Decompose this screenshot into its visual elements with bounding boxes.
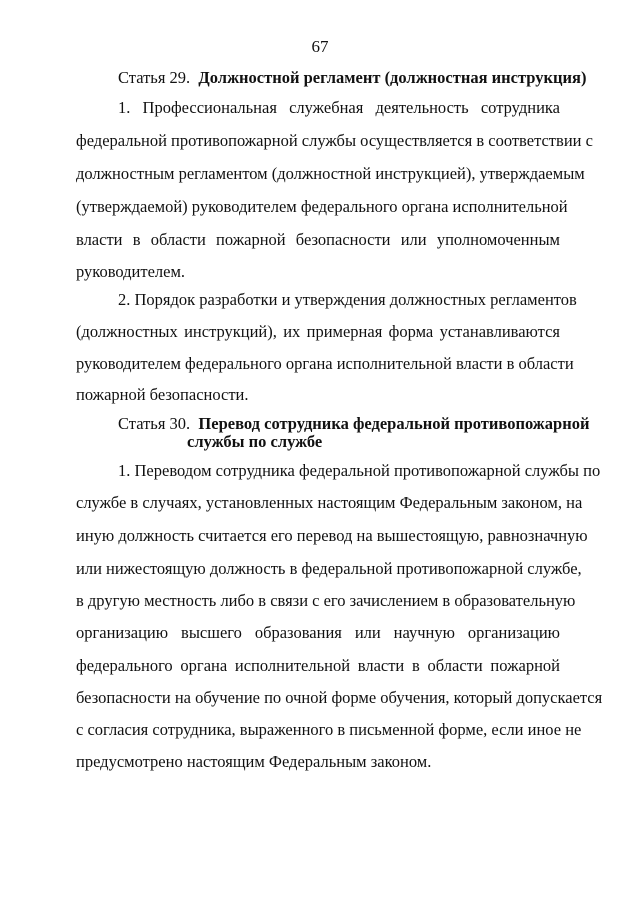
article-29-number: Статья 29. <box>118 68 191 87</box>
paragraph-line: пожарной безопасности. <box>76 385 249 404</box>
paragraph-line: федеральной противопожарной службы осуществляется в соответствии с <box>76 131 593 150</box>
paragraph-line: должностным регламентом (должностной инструкцией), утверждаемым <box>76 164 585 183</box>
paragraph-line: 1. Переводом сотрудника федеральной противопожарной службы по <box>118 461 601 480</box>
article-30-title-line-2: службы по службе <box>187 432 323 451</box>
article-30-title-line-1: Перевод сотрудника федеральной противопожарной <box>198 414 590 433</box>
paragraph-line: руководителем. <box>76 262 186 281</box>
paragraph-line: в другую местность либо в связи с его зачислением в образовательную <box>76 591 576 610</box>
paragraph-line: безопасности на обучение по очной форме обучения, который допускается <box>76 688 603 707</box>
page-number: 67 <box>311 37 329 56</box>
article-29-title: Должностной регламент (должностная инструкция) <box>198 68 587 87</box>
article-30-number: Статья 30. <box>118 414 191 433</box>
paragraph-line: руководителем федерального органа исполнительной власти в области <box>76 354 574 373</box>
paragraph-line: службе в случаях, установленных настоящим Федеральным законом, на <box>76 493 583 512</box>
article-30-heading <box>118 414 589 434</box>
paragraph-line: или нижестоящую должность в федеральной противопожарной службе, <box>76 559 582 578</box>
paragraph-line: (утверждаемой) руководителем федерального органа исполнительной <box>76 197 568 216</box>
article-29-heading <box>118 68 586 88</box>
paragraph-line: 2. Порядок разработки и утверждения должностных регламентов <box>118 290 577 309</box>
paragraph-line: иную должность считается его перевод на вышестоящую, равнозначную <box>76 526 588 545</box>
paragraph-line: 1. Профессиональная служебная деятельность сотрудника <box>118 98 560 117</box>
paragraph-line: организацию высшего образования или научную организацию <box>76 623 560 642</box>
paragraph-line: власти в области пожарной безопасности или уполномоченным <box>76 230 560 249</box>
paragraph-line: федерального органа исполнительной власти в области пожарной <box>76 656 560 675</box>
paragraph-line: с согласия сотрудника, выраженного в письменной форме, если иное не <box>76 720 582 739</box>
article-30-heading-continued <box>187 432 322 452</box>
paragraph-line: предусмотрено настоящим Федеральным законом. <box>76 752 432 771</box>
paragraph-line: (должностных инструкций), их примерная форма устанавливаются <box>76 322 560 341</box>
